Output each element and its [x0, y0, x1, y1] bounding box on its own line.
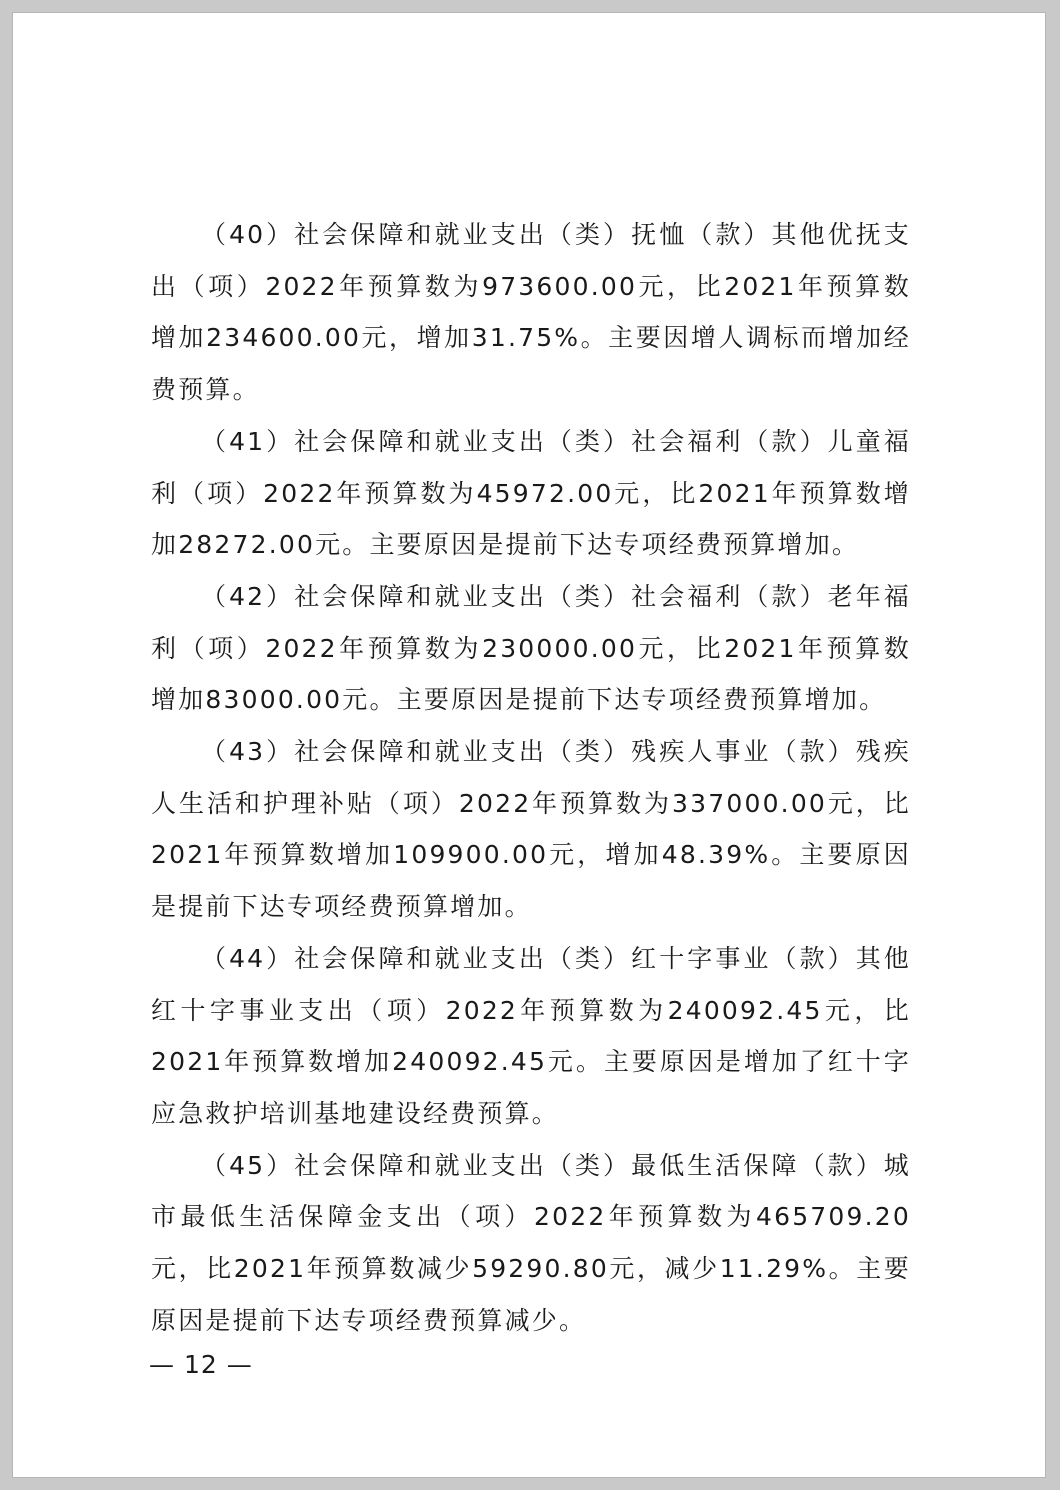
paragraph-43: （43）社会保障和就业支出（类）残疾人事业（款）残疾人生活和护理补贴（项）2022年预算数为337000.00元，比2021年预算数增加109900.00元，增加48.39%。主要原因是提前下达专项经费预算增加。: [151, 737, 911, 922]
paragraph-41: （41）社会保障和就业支出（类）社会福利（款）儿童福利（项）2022年预算数为45972.00元，比2021年预算数增加28272.00元。主要原因是提前下达专项经费预算增加。: [151, 426, 911, 560]
paragraph-42: （42）社会保障和就业支出（类）社会福利（款）老年福利（项）2022年预算数为230000.00元，比2021年预算数增加83000.00元。主要原因是提前下达专项经费预算增加。: [151, 581, 911, 715]
page-number: — 12 —: [149, 1350, 253, 1379]
document-page: [12, 12, 1046, 1478]
paragraph-45: （45）社会保障和就业支出（类）最低生活保障（款）城市最低生活保障金支出（项）2022年预算数为465709.20元，比2021年预算数减少59290.80元，减少11.29%。主要原因是提前下达专项经费预算减少。: [151, 1150, 911, 1335]
document-body: [151, 209, 911, 1346]
paragraph-40: （40）社会保障和就业支出（类）抚恤（款）其他优抚支出（项）2022年预算数为973600.00元，比2021年预算数增加234600.00元，增加31.75%。主要因增人调标而增加经费预算。: [151, 220, 911, 405]
paragraph-44: （44）社会保障和就业支出（类）红十字事业（款）其他红十字事业支出（项）2022年预算数为240092.45元，比2021年预算数增加240092.45元。主要原因是增加了红十字应急救护培训基地建设经费预算。: [151, 943, 911, 1128]
